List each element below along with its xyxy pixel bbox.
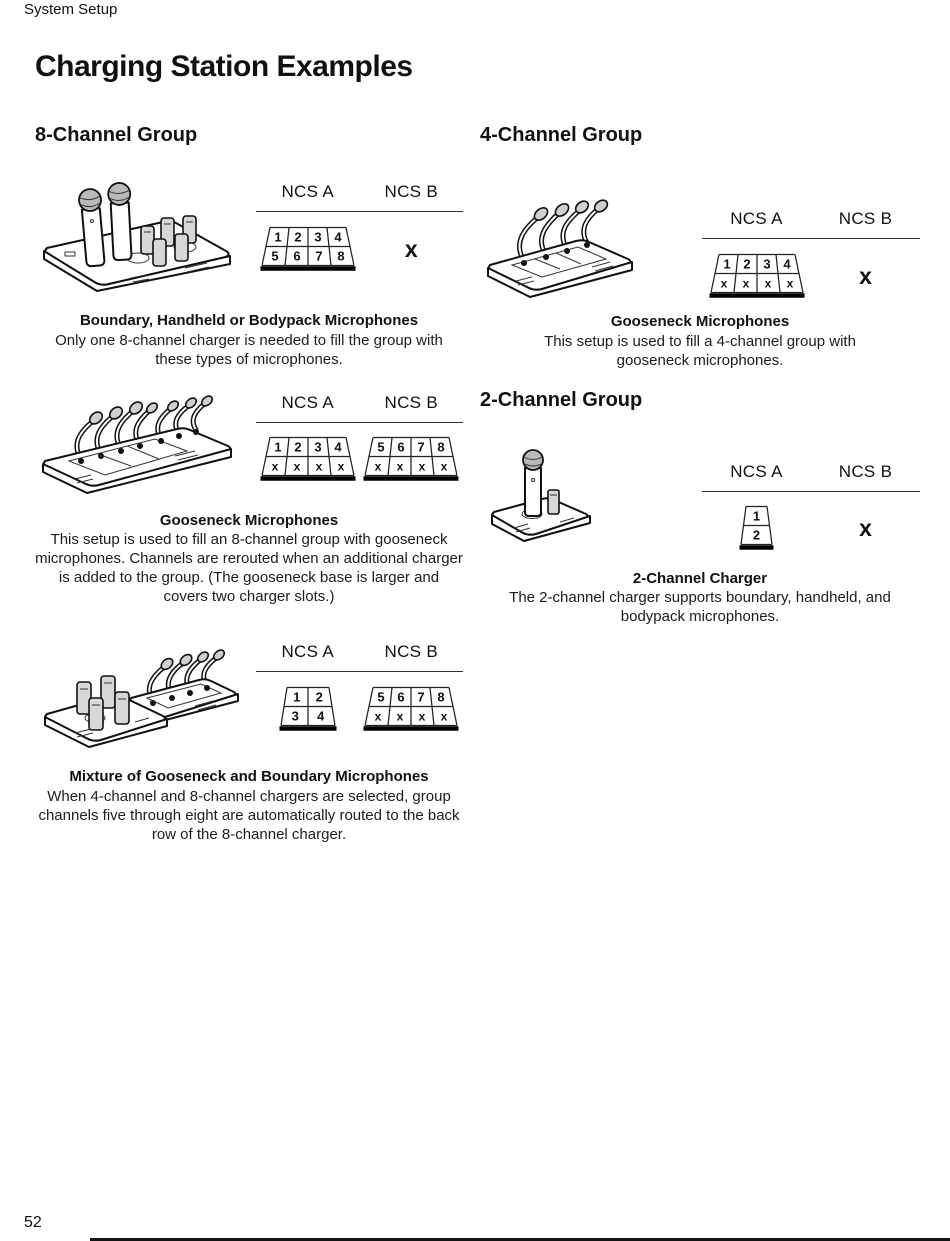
charger-illustration-8ch-gooseneck [35,383,235,506]
channel-grid-ncs-a [702,505,811,553]
heading-8-channel-group: 8-Channel Group [35,124,198,146]
channel-grid-ncs-a [256,685,360,733]
bodypack-icon [115,692,129,724]
caption-body: This setup is used to fill a 4-channel group with gooseneck microphones. [544,332,856,369]
ncs-routing-table [702,462,920,553]
caption-body: Only one 8-channel charger is needed to fill the group with these types of microphones. [55,331,443,368]
ncs-b-label: NCS B [838,461,893,481]
caption-title: Mixture of Gooseneck and Boundary Microphones [69,768,429,786]
svg-text:2: 2 [752,527,761,543]
svg-text:8: 8 [437,439,445,455]
caption-title: Boundary, Handheld or Bodypack Microphones [79,312,419,329]
svg-text:x: x [396,709,404,724]
svg-text:1: 1 [292,689,301,705]
svg-text:1: 1 [274,439,282,455]
ncs-a-label: NCS A [730,209,783,228]
svg-text:5: 5 [377,439,385,455]
svg-text:x: x [418,709,426,724]
running-header: System Setup [24,1,118,18]
ncs-table-header [702,209,920,239]
ncs-routing-table [256,182,463,273]
ncs-a-label: NCS A [281,182,335,201]
no-charger-x: x [404,235,418,262]
channel-grid-ncs-b [360,685,464,733]
caption-8ch-full [35,311,463,369]
charger-illustration-mixture [35,632,240,759]
ncs-b-label: NCS B [384,642,438,662]
caption-body: When 4-channel and 8-channel chargers are selected, group channels five through eight are automatically routed to the back row of the 8-channel charger. [38,787,460,843]
ncs-routing-table [256,642,463,733]
left-column [35,124,463,844]
svg-text:4: 4 [316,708,325,724]
ncs-table-header [256,393,463,423]
bodypack-icon [141,226,154,254]
svg-text:6: 6 [397,439,405,455]
svg-text:x: x [742,276,749,291]
ncs-table-body [256,423,463,484]
svg-text:4: 4 [334,439,342,455]
handheld-mic-icon [523,450,543,516]
caption-body: The 2-channel charger supports boundary, handheld, and bodypack microphones. [509,589,891,626]
svg-text:3: 3 [314,439,322,455]
svg-text:4: 4 [334,229,342,245]
svg-text:x: x [764,276,771,291]
caption-title: 2-Channel Charger [632,569,768,587]
charger-illustration-4ch-gooseneck [480,173,640,306]
caption-mixture [35,767,463,844]
svg-text:3: 3 [762,256,771,272]
caption-title: Gooseneck Microphones [159,511,339,529]
svg-text:x: x [396,459,404,474]
ncs-table-body [702,239,920,300]
content-columns [35,124,920,844]
svg-text:3: 3 [291,708,299,724]
svg-text:5: 5 [377,689,385,705]
svg-text:7: 7 [315,248,323,264]
svg-text:x: x [786,276,793,291]
ncs-routing-table [702,209,920,300]
svg-text:x: x [440,709,448,724]
ncs-b-label: NCS B [384,392,438,412]
svg-text:2: 2 [294,439,302,455]
example-8ch-full [35,176,463,303]
no-charger-x: x [859,515,872,542]
svg-text:x: x [337,459,345,474]
bodypack-icon [175,234,188,261]
channel-grid-ncs-b [360,436,464,484]
svg-text:1: 1 [752,508,761,524]
svg-text:x: x [293,459,301,474]
ncs-a-label: NCS A [730,461,783,481]
svg-text:x: x [720,276,727,291]
ncs-table-header [256,182,463,212]
page-title: Charging Station Examples [35,50,413,83]
caption-2ch [480,569,920,627]
channel-grid-ncs-a [702,252,811,300]
ncs-a-label: NCS A [281,392,335,412]
heading-4-channel-group: 4-Channel Group [480,124,643,146]
svg-text:x: x [418,459,426,474]
svg-text:1: 1 [722,256,731,272]
charger-illustration-2ch [480,442,610,559]
ncs-table-body [256,212,463,273]
svg-text:6: 6 [293,248,301,264]
svg-text:x: x [374,459,382,474]
channel-grid-ncs-a [256,436,360,484]
page-number: 52 [24,1214,42,1231]
example-8ch-gooseneck [35,383,463,506]
caption-8ch-gooseneck [35,511,463,607]
example-2ch [480,442,920,559]
svg-text:5: 5 [271,248,279,264]
example-4ch-gooseneck [480,173,920,306]
no-charger-x: x [859,262,872,289]
ncs-b-label: NCS B [838,209,893,228]
svg-text:x: x [440,459,448,474]
svg-text:7: 7 [417,689,425,705]
svg-text:3: 3 [314,229,322,245]
bodypack-icon [153,239,166,266]
caption-body: This setup is used to fill an 8-channel group with gooseneck microphones. Channels are rerouted when an additional charger is added to the group. (The gooseneck base is larger and covers two charger slots.) [35,531,463,606]
svg-text:2: 2 [294,229,302,245]
charger-illustration-8ch-handheld [35,176,240,303]
ncs-a-label: NCS A [281,642,335,662]
svg-text:8: 8 [337,248,345,264]
svg-text:1: 1 [274,229,282,245]
example-8ch-mixture [35,632,463,759]
ncs-b-label: NCS B [384,182,438,201]
ncs-table-header [256,642,463,672]
caption-4ch-gooseneck [480,312,920,370]
caption-title: Gooseneck Microphones [610,313,790,330]
right-column [480,124,920,844]
svg-text:x: x [315,459,323,474]
svg-text:x: x [374,709,382,724]
heading-2-channel-group: 2-Channel Group [480,388,643,411]
svg-text:x: x [271,459,279,474]
svg-text:6: 6 [397,689,405,705]
svg-text:4: 4 [782,256,791,272]
svg-text:7: 7 [417,439,425,455]
channel-grid-ncs-a [256,225,360,273]
ncs-table-header [702,462,920,492]
bodypack-icon [89,698,103,730]
svg-text:2: 2 [315,689,323,705]
svg-text:2: 2 [742,256,751,272]
ncs-table-body [702,492,920,553]
svg-text:8: 8 [437,689,445,705]
battery-icon [548,490,559,514]
ncs-routing-table [256,393,463,484]
ncs-table-body [256,672,463,733]
